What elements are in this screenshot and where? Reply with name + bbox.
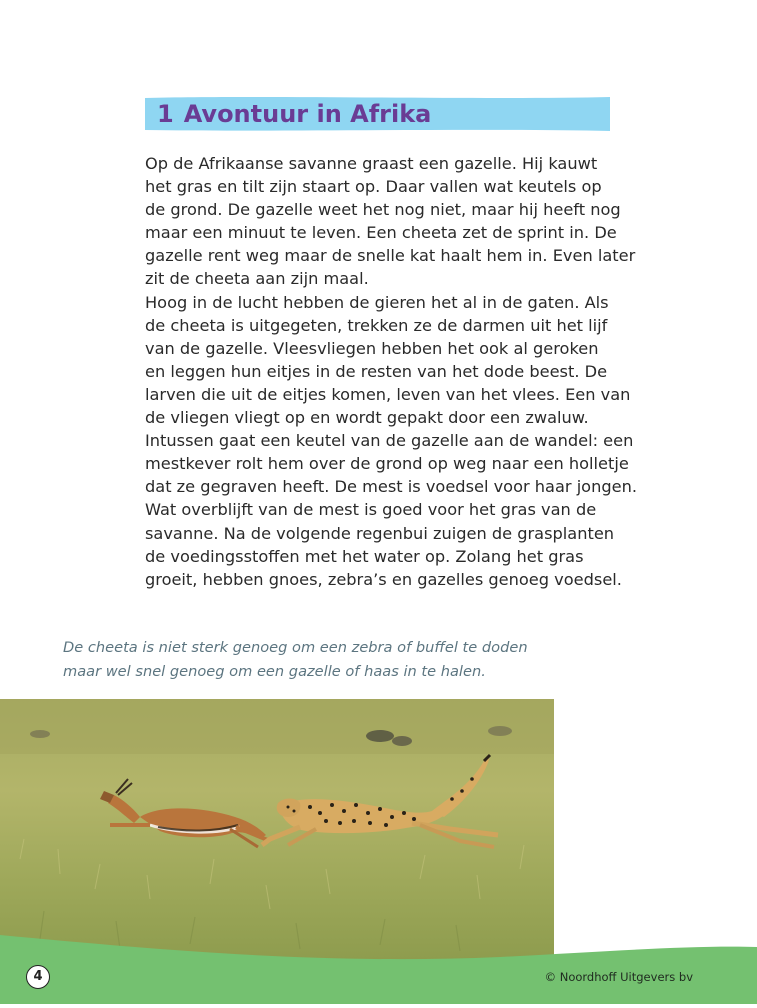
body-line: zit de cheeta aan zijn maal. [145,269,369,289]
body-line: de voedingsstoffen met het water op. Zolang het gras [145,546,584,566]
page-number: 4 [26,965,50,989]
body-line: Intussen gaat een keutel van de gazelle aan de wandel: een [145,431,634,451]
cheetah-gazelle-photo [0,699,554,961]
body-line: de grond. De gazelle weet het nog niet, maar hij heeft nog [145,200,621,220]
body-line: van de gazelle. Vleesvliegen hebben het ook al geroken [145,338,599,358]
body-line: de cheeta is uitgegeten, trekken ze de darmen uit het lijf [145,315,608,335]
body-line: mestkever rolt hem over de grond op weg naar een holletje [145,454,629,474]
body-line: Op de Afrikaanse savanne graast een gazelle. Hij kauwt [145,154,598,173]
body-line: larven die uit de eitjes komen, leven van het vlees. Een van [145,384,631,404]
caption-line: De cheeta is niet sterk genoeg om een zebra of buffel te doden [63,639,528,656]
savanna-scene [0,699,554,961]
copyright-notice: © Noordhoff Uitgevers bv [544,970,693,984]
body-line: savanne. Na de volgende regenbui zuigen de grasplanten [145,523,615,543]
section-number: 1 [157,100,174,128]
section-title [157,100,431,128]
body-line: gazelle rent weg maar de snelle kat haalt hem in. Even later [145,246,636,266]
section-title-text: Avontuur in Afrika [183,100,432,128]
body-line: Wat overblijft van de mest is goed voor het gras van de [145,500,597,520]
caption-line: maar wel snel genoeg om een gazelle of haas in te halen. [63,663,486,680]
section-heading [145,95,610,133]
body-line: de vliegen vliegt op en wordt gepakt door een zwaluw. [145,408,589,428]
body-line: groeit, hebben gnoes, zebra’s en gazelles genoeg voedsel. [145,569,622,589]
body-line: maar een minuut te leven. Een cheeta zet de sprint in. De [145,223,617,243]
body-text [145,152,637,591]
photo-caption [63,636,563,684]
body-line: Hoog in de lucht hebben de gieren het al in de gaten. Als [145,292,609,312]
body-line: dat ze gegraven heeft. De mest is voedsel voor haar jongen. [145,477,637,497]
body-line: en leggen hun eitjes in de resten van het dode beest. De [145,361,608,381]
body-line: het gras en tilt zijn staart op. Daar vallen wat keutels op [145,177,602,197]
